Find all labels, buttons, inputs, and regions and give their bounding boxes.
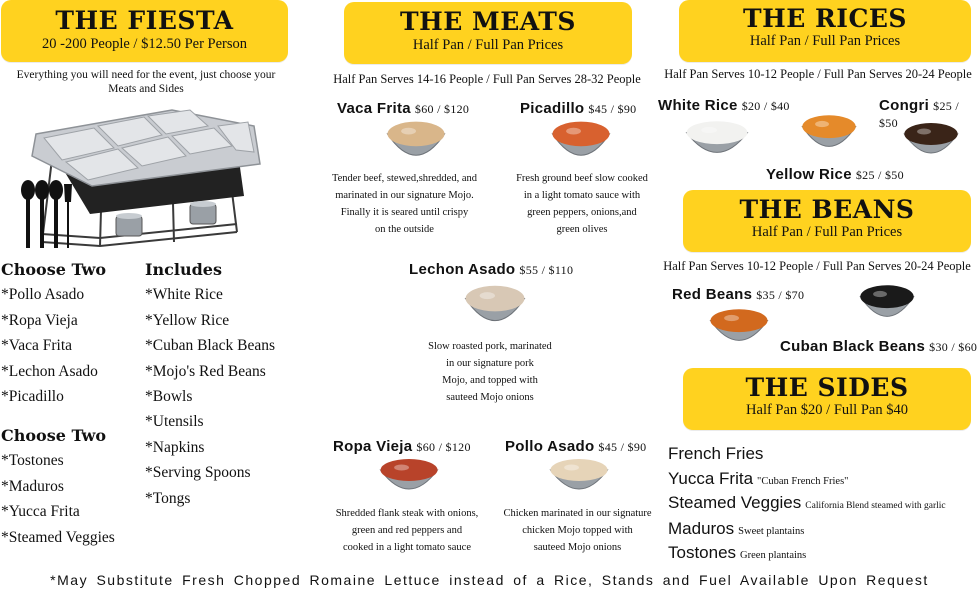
desc-line: Tender beef, stewed,shredded, and [331, 173, 478, 184]
desc-line: sauteed Mojo onions [533, 542, 622, 553]
desc-line: Finally it is seared until crispy [340, 207, 469, 218]
list-item [668, 492, 979, 518]
list-item: *Napkins [145, 438, 205, 456]
item-name: Pollo Asado [505, 438, 595, 455]
item-description [322, 170, 487, 238]
beans-banner [683, 190, 971, 252]
desc-line: Mojo, and topped with [442, 375, 538, 386]
rices-banner [679, 0, 971, 62]
item-price: $60 / $120 [414, 102, 470, 116]
list-item [668, 542, 979, 567]
meats-serves: Half Pan Serves 14-16 People / Full Pan Serves 28-32 People [333, 72, 641, 86]
desc-line: sauteed Mojo onions [446, 392, 534, 403]
side-note: Sweet plantains [738, 525, 805, 537]
list-item: *Yucca Frita [1, 503, 80, 521]
item-price: $45 / $90 [598, 440, 647, 454]
list-item [668, 518, 979, 543]
rices-serves: Half Pan Serves 10-12 People / Full Pan Serves 20-24 People [664, 67, 972, 81]
list-item: *Mojo's Red Beans [145, 362, 266, 380]
bowl-graphic [684, 116, 750, 168]
desc-line: Chicken marinated in our signature [503, 508, 652, 519]
bowl-graphic [858, 280, 916, 332]
desc-line: on the outside [375, 224, 434, 235]
bowl-graphic [800, 110, 858, 162]
desc-line: Slow roasted pork, marinated [428, 341, 552, 352]
list-item: *Picadillo [1, 388, 64, 406]
item-name: Cuban Black Beans [780, 338, 926, 355]
side-name: Yucca Frita [668, 468, 754, 488]
menu-item-vaca-frita [337, 100, 469, 117]
bowl-graphic [550, 116, 612, 172]
item-name: Yellow Rice [766, 166, 852, 183]
rices-subtitle: Half Pan / Full Pan Prices [749, 33, 901, 49]
choose-meats-heading: Choose Two [1, 260, 107, 279]
list-item: *Vaca Frita [1, 337, 73, 355]
desc-line: chicken Mojo topped with [522, 525, 633, 536]
list-item [668, 443, 979, 468]
meats-subtitle: Half Pan / Full Pan Prices [412, 37, 564, 53]
item-price: $20 / $40 [741, 99, 790, 113]
item-name: Congri [879, 97, 930, 114]
item-name: Picadillo [520, 100, 585, 117]
bowl-graphic [902, 118, 960, 168]
side-name: Steamed Veggies [668, 493, 802, 512]
item-name: Ropa Vieja [333, 438, 413, 455]
desc-line: cooked in a light tomato sauce [342, 542, 471, 553]
list-item: *Serving Spoons [145, 464, 251, 482]
sides-subtitle: Half Pan $20 / Full Pan $40 [746, 402, 908, 418]
fiesta-banner [1, 0, 288, 62]
item-price: $55 / $110 [519, 263, 574, 277]
bowl-graphic [378, 454, 440, 504]
menu-item-yellow-rice [766, 166, 904, 183]
list-item: *Maduros [1, 477, 64, 495]
sides-list [668, 443, 979, 567]
desc-line: green olives [556, 224, 608, 235]
side-name: Maduros [668, 518, 735, 538]
menu-item-pollo-asado [505, 438, 646, 455]
food-bowl-image [548, 454, 610, 504]
list-item: *Yellow Rice [145, 311, 230, 329]
list-item: *Tostones [1, 452, 64, 470]
food-bowl-image [858, 280, 916, 332]
menu-item-cuban-black-beans [780, 338, 977, 355]
bowl-graphic [548, 454, 610, 504]
sides-title: THE SIDES [745, 373, 909, 402]
footer-note: *May Substitute Fresh Chopped Romaine Lettuce instead of a Rice, Stands and Fuel Available Upon Request [50, 572, 929, 588]
food-bowl-image [684, 116, 750, 168]
food-bowl-image [385, 116, 447, 172]
list-item: *Pollo Asado [1, 286, 85, 304]
list-item: *Tongs [145, 489, 191, 507]
bowl-graphic [385, 116, 447, 172]
beans-subtitle: Half Pan / Full Pan Prices [751, 224, 903, 240]
side-name: Tostones [668, 543, 737, 562]
item-price: $35 / $70 [756, 288, 805, 302]
desc-line: in a light tomato sauce with [523, 190, 641, 201]
item-description [410, 338, 570, 406]
item-price: $60 / $120 [416, 440, 471, 454]
beans-serves: Half Pan Serves 10-12 People / Full Pan Serves 20-24 People [663, 259, 971, 273]
fiesta-title: THE FIESTA [55, 6, 234, 35]
menu-item-picadillo [520, 100, 636, 117]
list-item: *Utensils [145, 413, 204, 431]
list-item: *Ropa Vieja [1, 311, 78, 329]
list-item: *Cuban Black Beans [145, 337, 276, 355]
desc-line: Shredded flank steak with onions, [335, 508, 479, 519]
list-item [668, 468, 979, 493]
desc-line: green and red peppers and [351, 525, 463, 536]
item-price: $45 / $90 [588, 102, 637, 116]
item-description [495, 505, 660, 556]
item-price: $25 / $50 [879, 99, 959, 130]
fiesta-subtitle: 20 -200 People / $12.50 Per Person [42, 36, 247, 52]
desc-line: in our signature pork [446, 358, 534, 369]
meats-banner [344, 2, 632, 64]
food-bowl-image [463, 280, 527, 338]
side-note: California Blend steamed with garlic [805, 501, 946, 511]
food-bowl-image [708, 304, 770, 356]
item-name: Red Beans [672, 286, 753, 303]
meat-options-list [1, 257, 106, 409]
bowl-graphic [463, 280, 527, 338]
choose-sides-heading: Choose Two [1, 426, 107, 445]
desc-line: marinated in our signature Mojo. [335, 190, 474, 201]
item-price: $30 / $60 [929, 340, 978, 354]
includes-heading: Includes [145, 260, 222, 279]
sides-banner [683, 368, 971, 430]
beans-title: THE BEANS [739, 195, 915, 224]
rices-title: THE RICES [743, 4, 907, 33]
menu-item-ropa-vieja [333, 438, 471, 455]
side-note: "Cuban French Fries" [757, 475, 849, 487]
desc-line: green peppers, onions,and [527, 207, 637, 218]
item-description [502, 170, 662, 238]
menu-item-red-beans [672, 286, 804, 303]
item-name: Vaca Frita [337, 100, 411, 117]
item-description [322, 505, 492, 556]
plastic-cutlery-image [18, 178, 74, 250]
item-name: Lechon Asado [409, 261, 516, 278]
meats-title: THE MEATS [400, 7, 576, 36]
fiesta-intro: Everything you will need for the event, just choose your Meats and Sides [16, 69, 276, 95]
food-bowl-image [378, 454, 440, 504]
menu-item-lechon-asado [409, 261, 573, 278]
side-note: Green plantains [740, 550, 807, 561]
list-item: *Lechon Asado [1, 362, 98, 380]
side-name: French Fries [668, 444, 764, 463]
item-price: $25 / $50 [855, 168, 904, 182]
food-bowl-image [902, 118, 960, 168]
list-item: *White Rice [145, 286, 223, 304]
bowl-graphic [708, 304, 770, 356]
item-name: White Rice [658, 97, 738, 114]
food-bowl-image [800, 110, 858, 162]
menu-item-white-rice [658, 97, 790, 114]
list-item: *Steamed Veggies [1, 528, 115, 546]
side-options-list [1, 423, 115, 550]
list-item: *Bowls [145, 388, 193, 406]
includes-list [145, 257, 275, 511]
food-bowl-image [550, 116, 612, 172]
desc-line: Fresh ground beef slow cooked [516, 173, 648, 184]
